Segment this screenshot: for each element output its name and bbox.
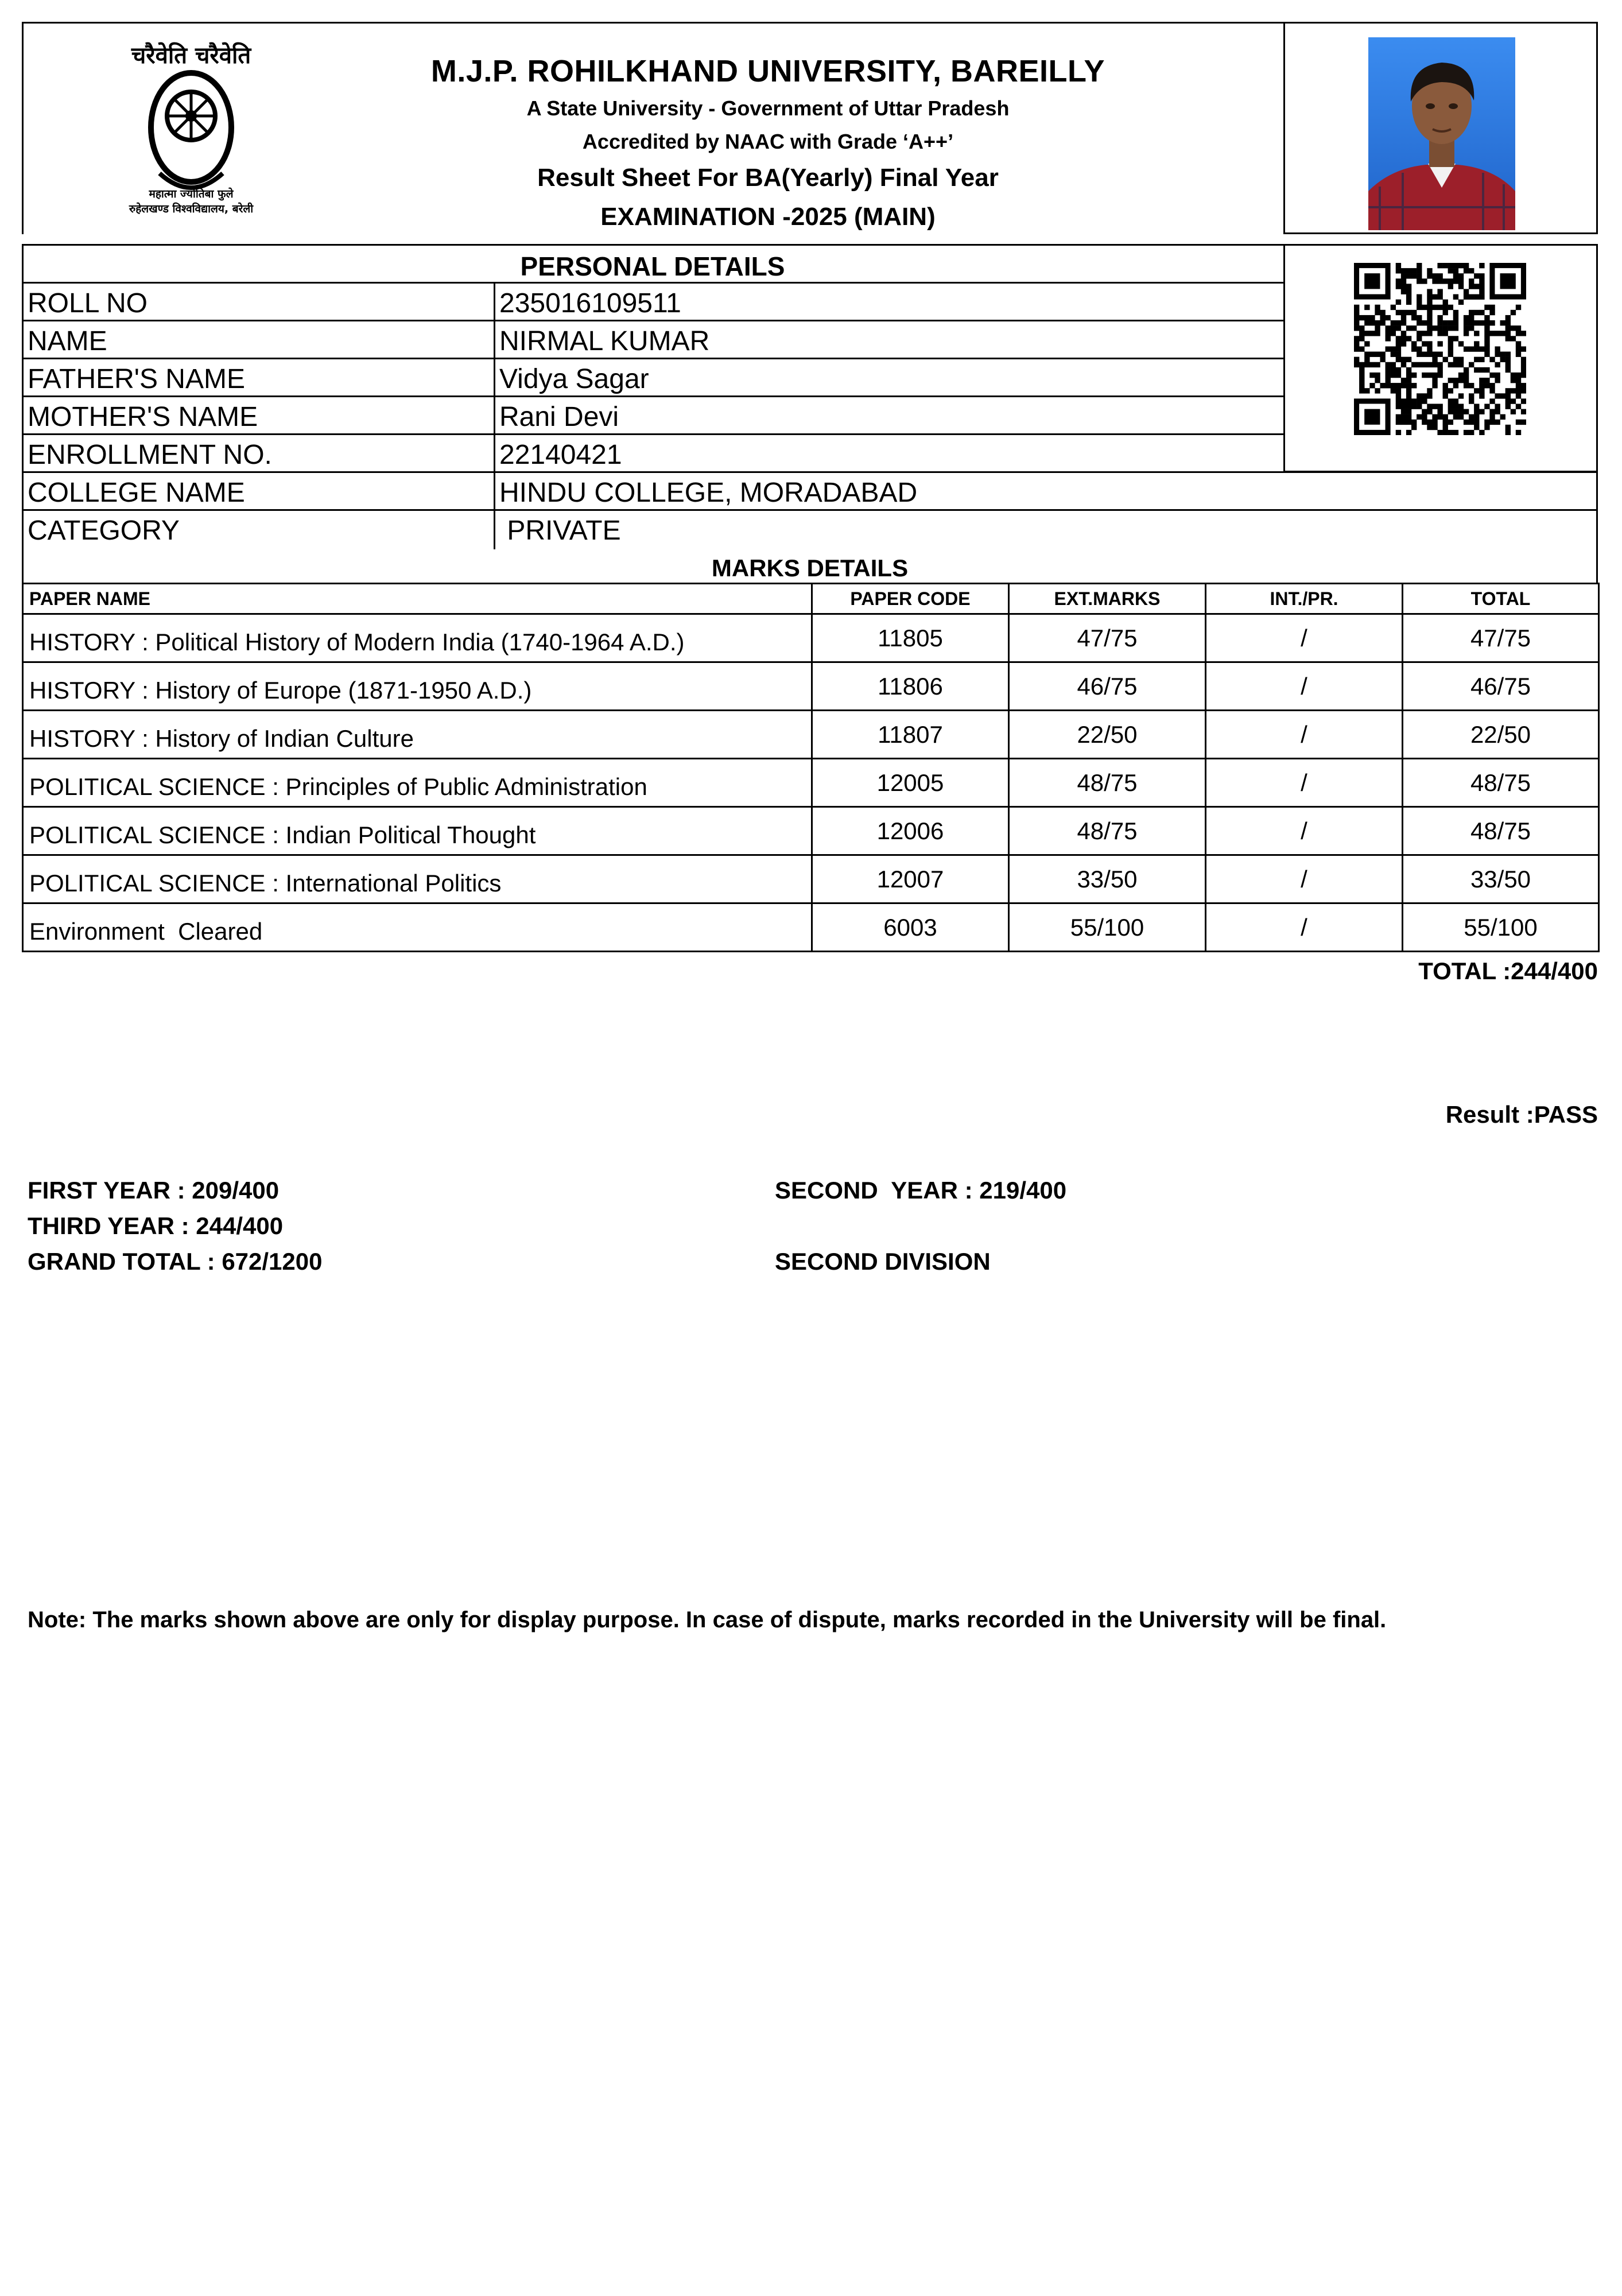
row-father-name <box>22 358 1283 395</box>
total-marks: 47/75 <box>1403 614 1599 662</box>
college-value: HINDU COLLEGE, MORADABAD <box>499 478 918 508</box>
photo-frame <box>1283 22 1598 234</box>
total-marks: 55/100 <box>1403 903 1599 952</box>
roll-no-label: ROLL NO <box>28 288 148 319</box>
header-text <box>309 51 1227 236</box>
int-marks: / <box>1206 711 1403 759</box>
sheet-title: Result Sheet For BA(Yearly) Final Year <box>537 164 999 192</box>
table-row <box>23 711 1599 759</box>
logo-motto: चरैवेति चरैवेति <box>131 42 251 69</box>
paper-code: 12005 <box>812 759 1009 807</box>
ext-marks: 33/50 <box>1009 855 1206 903</box>
ext-marks: 48/75 <box>1009 807 1206 855</box>
accreditation: Accredited by NAAC with Grade ‘A++’ <box>582 130 954 153</box>
paper-name: Environment Cleared <box>23 903 812 952</box>
college-label: COLLEGE NAME <box>28 478 245 508</box>
qr-code <box>1354 263 1526 435</box>
name-label: NAME <box>28 326 107 356</box>
paper-code: 12006 <box>812 807 1009 855</box>
ext-marks: 22/50 <box>1009 711 1206 759</box>
int-marks: / <box>1206 855 1403 903</box>
row-category <box>22 509 1598 547</box>
paper-code: 11807 <box>812 711 1009 759</box>
table-row <box>23 855 1599 903</box>
paper-code: 11806 <box>812 662 1009 711</box>
table-row <box>23 903 1599 952</box>
exam-title: EXAMINATION -2025 (MAIN) <box>600 203 936 231</box>
int-marks: / <box>1206 759 1403 807</box>
ext-marks: 47/75 <box>1009 614 1206 662</box>
total-marks: 48/75 <box>1403 759 1599 807</box>
row-roll-no <box>22 282 1283 320</box>
father-name-label: FATHER'S NAME <box>28 364 245 394</box>
int-marks: / <box>1206 662 1403 711</box>
table-row <box>23 614 1599 662</box>
student-photo <box>1368 37 1515 230</box>
roll-no-value: 235016109511 <box>499 288 681 319</box>
logo-caption-1: महात्मा ज्योतिबा फुले <box>149 188 234 200</box>
row-name <box>22 320 1283 358</box>
grand-total: GRAND TOTAL : 672/1200 <box>28 1248 323 1275</box>
result-status: Result :PASS <box>1445 1101 1598 1128</box>
paper-name: POLITICAL SCIENCE : Principles of Public Administration <box>23 759 812 807</box>
category-value: PRIVATE <box>499 515 621 546</box>
table-row <box>23 759 1599 807</box>
col-int-pr: INT./PR. <box>1206 584 1403 614</box>
paper-code: 12007 <box>812 855 1009 903</box>
int-marks: / <box>1206 614 1403 662</box>
total-marks: 33/50 <box>1403 855 1599 903</box>
total-marks: 46/75 <box>1403 662 1599 711</box>
row-college <box>22 471 1598 509</box>
table-row <box>23 807 1599 855</box>
paper-name: HISTORY : Political History of Modern India (1740-1964 A.D.) <box>23 614 812 662</box>
marks-table <box>22 583 1600 952</box>
paper-name: POLITICAL SCIENCE : Indian Political Thought <box>23 807 812 855</box>
mother-name-label: MOTHER'S NAME <box>28 402 258 432</box>
qr-frame <box>1283 244 1598 472</box>
total-marks: 48/75 <box>1403 807 1599 855</box>
father-name-value: Vidya Sagar <box>499 364 649 394</box>
paper-code: 6003 <box>812 903 1009 952</box>
total-marks: 22/50 <box>1403 711 1599 759</box>
third-year-marks: THIRD YEAR : 244/400 <box>28 1212 284 1239</box>
col-paper-code: PAPER CODE <box>812 584 1009 614</box>
row-enrollment <box>22 433 1283 471</box>
int-marks: / <box>1206 807 1403 855</box>
ext-marks: 55/100 <box>1009 903 1206 952</box>
university-subtitle: A State University - Government of Uttar Pradesh <box>526 96 1010 120</box>
division: SECOND DIVISION <box>775 1248 991 1275</box>
row-mother-name <box>22 395 1283 433</box>
int-marks: / <box>1206 903 1403 952</box>
result-header <box>22 22 1598 234</box>
first-year-marks: FIRST YEAR : 209/400 <box>28 1177 280 1204</box>
col-ext-marks: EXT.MARKS <box>1009 584 1206 614</box>
ext-marks: 46/75 <box>1009 662 1206 711</box>
mother-name-value: Rani Devi <box>499 402 619 432</box>
ext-marks: 48/75 <box>1009 759 1206 807</box>
disclaimer-note: Note: The marks shown above are only for display purpose. In case of dispute, marks recorded in the University will be final. <box>28 1607 1387 1632</box>
paper-name: HISTORY : History of Europe (1871-1950 A.D.) <box>23 662 812 711</box>
table-row <box>23 662 1599 711</box>
paper-name: HISTORY : History of Indian Culture <box>23 711 812 759</box>
paper-name: POLITICAL SCIENCE : International Politics <box>23 855 812 903</box>
personal-details-title: PERSONAL DETAILS <box>520 251 785 281</box>
enrollment-label: ENROLLMENT NO. <box>28 440 272 470</box>
paper-code: 11805 <box>812 614 1009 662</box>
enrollment-value: 22140421 <box>499 440 622 470</box>
university-logo <box>96 30 286 219</box>
logo-caption-2: रुहेलखण्ड विश्वविद्यालय, बरेली <box>129 203 254 215</box>
second-year-marks: SECOND YEAR : 219/400 <box>775 1177 1067 1204</box>
col-total: TOTAL <box>1403 584 1599 614</box>
name-value: NIRMAL KUMAR <box>499 326 710 356</box>
category-label: CATEGORY <box>28 515 180 546</box>
marks-details-title: MARKS DETAILS <box>711 554 909 581</box>
marks-header-row <box>23 584 1599 614</box>
university-name: M.J.P. ROHILKHAND UNIVERSITY, BAREILLY <box>430 54 1105 88</box>
col-paper-name: PAPER NAME <box>23 584 812 614</box>
overall-total: TOTAL :244/400 <box>1418 957 1598 984</box>
